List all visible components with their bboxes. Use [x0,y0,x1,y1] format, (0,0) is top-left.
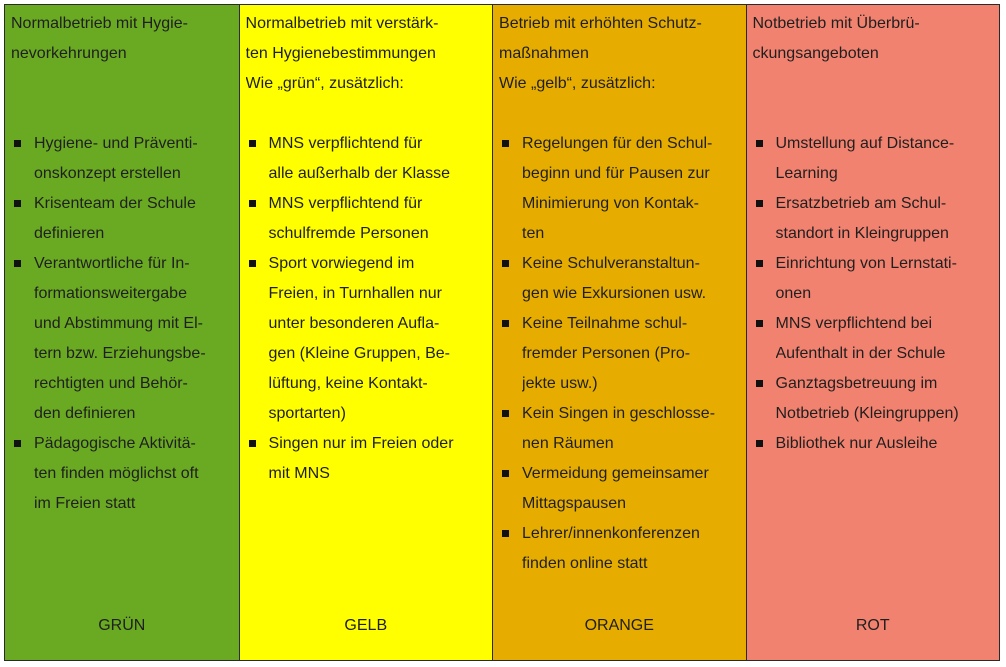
column-header [499,9,739,99]
list-item-line: MNS verpflichtend für [268,135,423,152]
list-item-line: jekte usw.) [522,375,598,392]
square-bullet-icon [14,440,21,447]
list-item-line: mit MNS [268,465,330,482]
list-item [499,519,739,579]
traffic-light-table [4,4,1000,661]
square-bullet-icon [756,440,763,447]
list-item [11,429,233,519]
list-item-line: nen Räumen [522,435,614,452]
list-item-line: Krisenteam der Schule [34,195,196,212]
square-bullet-icon [249,200,256,207]
status-level-label: GRÜN [98,617,146,634]
list-item [753,189,993,249]
list-item-line: ten finden möglichst oft [34,465,199,482]
list-item-line: Einrichtung von Lernstati- [775,255,957,272]
list-item-line: Pädagogische Aktivitä- [34,435,196,452]
list-item-line: definieren [34,225,105,242]
header-line: Notbetrieb mit Überbrü- [752,15,920,32]
list-item-line: onskonzept erstellen [34,165,181,182]
list-item-line: unter besonderen Aufla- [268,315,440,332]
list-item [11,249,233,429]
list-item-line: Lehrer/innenkonferenzen [522,525,700,542]
list-item-line: sportarten) [268,405,346,422]
square-bullet-icon [756,320,763,327]
list-item-line: standort in Kleingruppen [775,225,949,242]
list-item-line: schulfremde Personen [268,225,429,242]
header-line: maßnahmen [499,45,589,62]
list-item-line: im Freien statt [34,495,136,512]
header-line: ckungsangeboten [752,45,879,62]
list-item [11,129,233,189]
square-bullet-icon [756,260,763,267]
square-bullet-icon [756,200,763,207]
list-item-line: ten [522,225,545,242]
measures-list [246,129,486,489]
square-bullet-icon [756,140,763,147]
status-level-label: ROT [855,617,890,634]
list-item-line: Kein Singen in geschlosse- [522,405,716,422]
list-item-line: Ersatzbetrieb am Schul- [775,195,947,212]
list-item [499,249,739,309]
list-item-line: beginn und für Pausen zur [522,165,710,182]
list-item-line: tern bzw. Erziehungsbe- [34,345,206,362]
list-item-line: Aufenthalt in der Schule [775,345,946,362]
list-item-line: Umstellung auf Distance- [775,135,955,152]
header-line: Wie „gelb“, zusätzlich: [499,75,656,92]
list-item [753,369,993,429]
list-item-line: den definieren [34,405,136,422]
header-line: Normalbetrieb mit verstärk- [245,15,439,32]
list-item-line: gen wie Exkursionen usw. [522,285,707,302]
square-bullet-icon [14,140,21,147]
list-item-line: Hygiene- und Präventi- [34,135,198,152]
list-item [246,189,486,249]
list-item-line: Vermeidung gemeinsamer [522,465,709,482]
list-item-line: fremder Personen (Pro- [522,345,691,362]
list-item-line: Notbetrieb (Kleingruppen) [775,405,959,422]
list-item [246,429,486,489]
square-bullet-icon [14,200,21,207]
square-bullet-icon [502,260,509,267]
list-item [499,309,739,399]
column-gelb [240,5,493,660]
header-line: Wie „grün“, zusätzlich: [245,75,404,92]
list-item-line: Bibliothek nur Ausleihe [775,435,938,452]
column-header [753,9,993,69]
list-item-line: Keine Schulveranstaltun- [522,255,700,272]
list-item-line: Minimierung von Kontak- [522,195,699,212]
header-line: Betrieb mit erhöhten Schutz- [499,15,702,32]
column-rot [747,5,999,660]
list-item [246,249,486,429]
list-item-line: formationsweitergabe [34,285,187,302]
square-bullet-icon [502,410,509,417]
square-bullet-icon [502,320,509,327]
list-item-line: alle außerhalb der Klasse [268,165,450,182]
list-item-line: gen (Kleine Gruppen, Be- [268,345,450,362]
list-item [11,189,233,249]
list-item-line: und Abstimmung mit El- [34,315,203,332]
list-item-line: onen [775,285,812,302]
list-item-line: Freien, in Turnhallen nur [268,285,442,302]
list-item-line: finden online statt [522,555,648,572]
list-item-line: Verantwortliche für In- [34,255,190,272]
list-item-line: Mittagspausen [522,495,627,512]
square-bullet-icon [502,530,509,537]
list-item [753,429,993,459]
square-bullet-icon [502,140,509,147]
square-bullet-icon [249,440,256,447]
list-item-line: Keine Teilnahme schul- [522,315,688,332]
column-header [246,9,486,99]
header-line: nevorkehrungen [11,45,127,62]
measures-list [11,129,233,519]
list-item-line: MNS verpflichtend für [268,195,423,212]
column-header [11,9,233,69]
list-item [499,399,739,459]
square-bullet-icon [14,260,21,267]
square-bullet-icon [756,380,763,387]
list-item [753,249,993,309]
list-item-line: Ganztagsbetreuung im [775,375,938,392]
status-level-label: GELB [344,617,388,634]
list-item-line: Learning [775,165,838,182]
list-item [753,309,993,369]
square-bullet-icon [249,140,256,147]
list-item [499,129,739,249]
measures-list [499,129,739,579]
list-item-line: Singen nur im Freien oder [268,435,454,452]
header-line: ten Hygienebestimmungen [245,45,436,62]
list-item-line: Regelungen für den Schul- [522,135,713,152]
measures-list [753,129,993,459]
square-bullet-icon [502,470,509,477]
list-item [246,129,486,189]
list-item-line: Sport vorwiegend im [268,255,415,272]
header-line: Normalbetrieb mit Hygie- [11,15,188,32]
list-item-line: rechtigten und Behör- [34,375,188,392]
list-item-line: lüftung, keine Kontakt- [268,375,428,392]
status-level-label: ORANGE [584,617,654,634]
square-bullet-icon [249,260,256,267]
column-orange [493,5,746,660]
column-gruen [5,5,240,660]
list-item [499,459,739,519]
list-item-line: MNS verpflichtend bei [775,315,933,332]
list-item [753,129,993,189]
